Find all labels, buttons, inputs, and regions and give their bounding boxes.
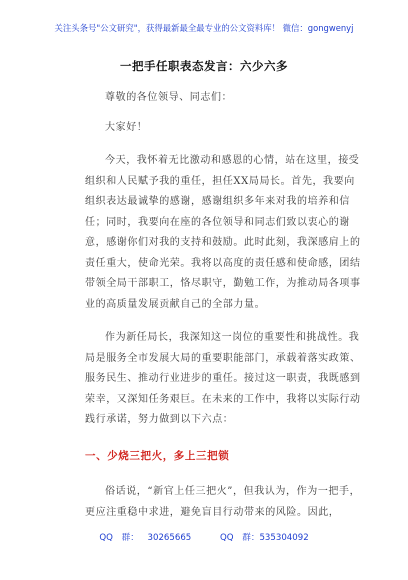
footer-qq-group-1: QQ 群： 30265665 (99, 533, 192, 543)
footer-contact (0, 531, 408, 543)
document-title: 一把手任职表态发言：六少六多 (120, 59, 288, 73)
paragraph-3: 俗话说，“新官上任三把火”，但我认为，作为一把手，更应注重稳中求进，避免盲目行动带来的风险。因此， (85, 486, 361, 518)
greeting-line: 尊敬的各位领导、同志们： (105, 92, 233, 103)
section-heading-1: 一、少烧三把火，多上三把锁 (85, 450, 230, 462)
paragraph-1: 今天，我怀着无比激动和感恩的心情，站在这里，接受组织和人民赋予我的重任，担任XX局局长。首先，我要向组织表达最诚挚的感谢，感谢组织多年来对我的培养和信任；同时，我要向在座的各位领导和同志们致以衷心的谢意，感谢你们对我的支持和鼓励。此时此刻，我深感肩上的责任重大，使命光荣。我将以高度的责任感和使命感，团结带领全局干部职工，恪尽职守，勤勉工作，为推动局各项事业的高质量发展贡献自己的全部力量。 (85, 155, 361, 310)
hello-line: 大家好！ (105, 122, 148, 133)
header-banner: 关注头条号"公文研究"，获得最新最全最专业的公文资料库！ 微信：gongwenyj (54, 23, 354, 33)
paragraph-2: 作为新任局长，我深知这一岗位的重要性和挑战性。我局是服务全市发展大局的重要职能部门，承载着落实政策、服务民生、推动行业进步的重任。接过这一职责，我既感到荣幸，又深知任务艰巨。在未来的工作中，我将以实际行动践行承诺，努力做到以下六点： (85, 332, 361, 425)
footer-qq-group-2: QQ 群：535304092 (220, 533, 309, 543)
